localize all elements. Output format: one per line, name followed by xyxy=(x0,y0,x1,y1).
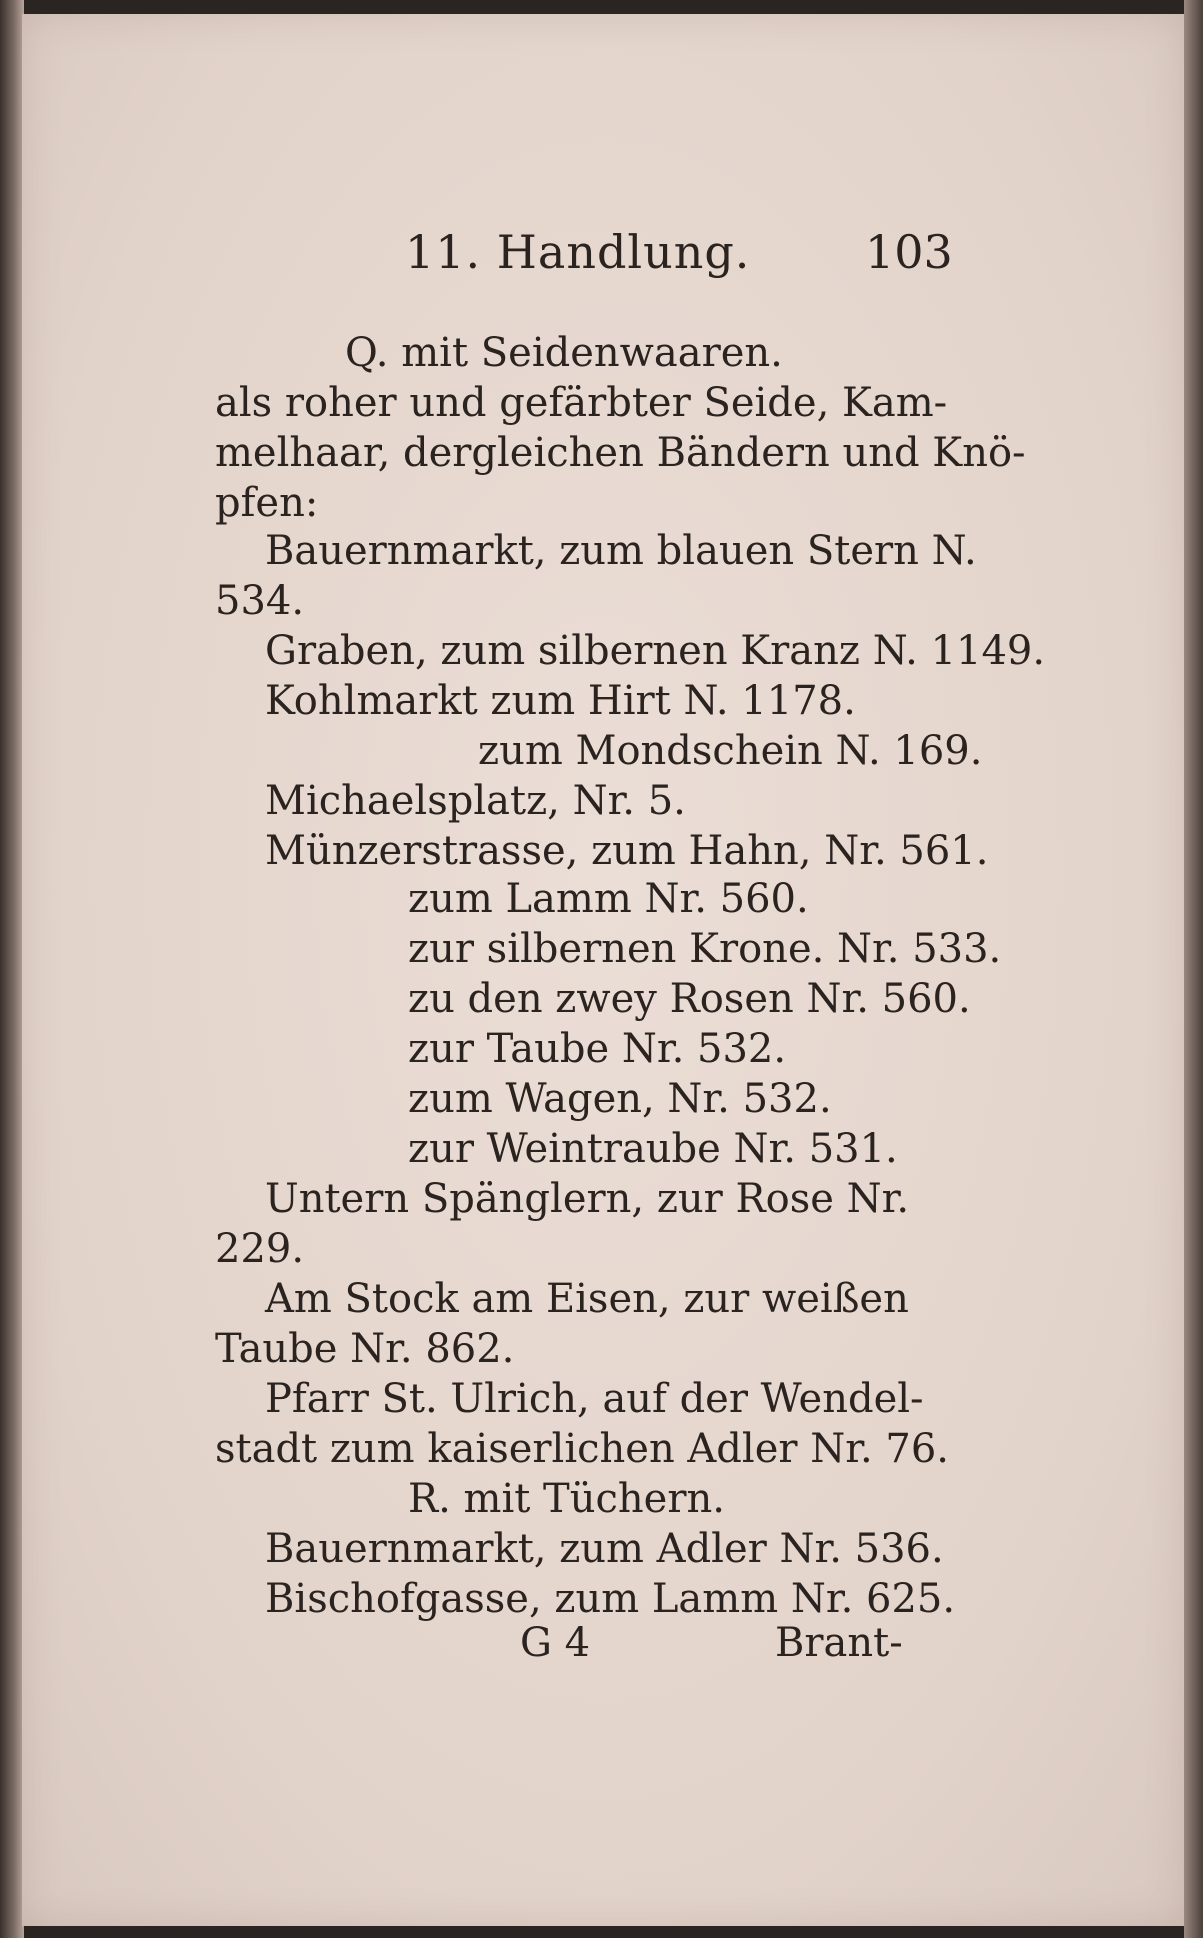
text-line: stadt zum kaiserlichen Adler Nr. 76. xyxy=(215,1426,949,1472)
text-line: Taube Nr. 862. xyxy=(215,1326,515,1372)
text-line: als roher und gefärbter Seide, Kam- xyxy=(215,380,948,426)
running-header: 11. Handlung. xyxy=(405,225,751,279)
text-line: Michaelsplatz, Nr. 5. xyxy=(265,778,686,824)
catchword: Brant- xyxy=(775,1620,903,1666)
text-line: Kohlmarkt zum Hirt N. 1178. xyxy=(265,678,856,724)
text-line: zum Mondschein N. 169. xyxy=(478,728,983,774)
text-line: Am Stock am Eisen, zur weißen xyxy=(265,1276,909,1322)
section-heading-r: R. mit Tüchern. xyxy=(408,1476,725,1522)
text-line: zum Wagen, Nr. 532. xyxy=(408,1076,832,1122)
text-line: zum Lamm Nr. 560. xyxy=(408,876,809,922)
text-line: Bauernmarkt, zum Adler Nr. 536. xyxy=(265,1526,944,1572)
text-line: Bauernmarkt, zum blauen Stern N. xyxy=(265,528,977,574)
text-line: zu den zwey Rosen Nr. 560. xyxy=(408,976,971,1022)
signature-mark: G 4 xyxy=(520,1620,591,1666)
page-number: 103 xyxy=(865,225,953,279)
text-line: pfen: xyxy=(215,480,319,526)
text-line: Pfarr St. Ulrich, auf der Wendel- xyxy=(265,1376,924,1422)
text-line: 534. xyxy=(215,578,305,624)
text-line: Bischofgasse, zum Lamm Nr. 625. xyxy=(265,1576,956,1622)
section-heading-q: Q. mit Seidenwaaren. xyxy=(345,330,783,376)
text-line: zur silbernen Krone. Nr. 533. xyxy=(408,926,1002,972)
text-line: Münzerstrasse, zum Hahn, Nr. 561. xyxy=(265,828,989,874)
book-spine xyxy=(0,0,24,1938)
text-line: zur Taube Nr. 532. xyxy=(408,1026,787,1072)
text-line: Graben, zum silbernen Kranz N. 1149. xyxy=(265,628,1046,674)
page-edge xyxy=(1184,0,1203,1938)
text-line: zur Weintraube Nr. 531. xyxy=(408,1126,898,1172)
text-line: Untern Spänglern, zur Rose Nr. xyxy=(265,1176,910,1222)
text-line: 229. xyxy=(215,1226,305,1272)
text-line: melhaar, dergleichen Bändern und Knö- xyxy=(215,430,1026,476)
